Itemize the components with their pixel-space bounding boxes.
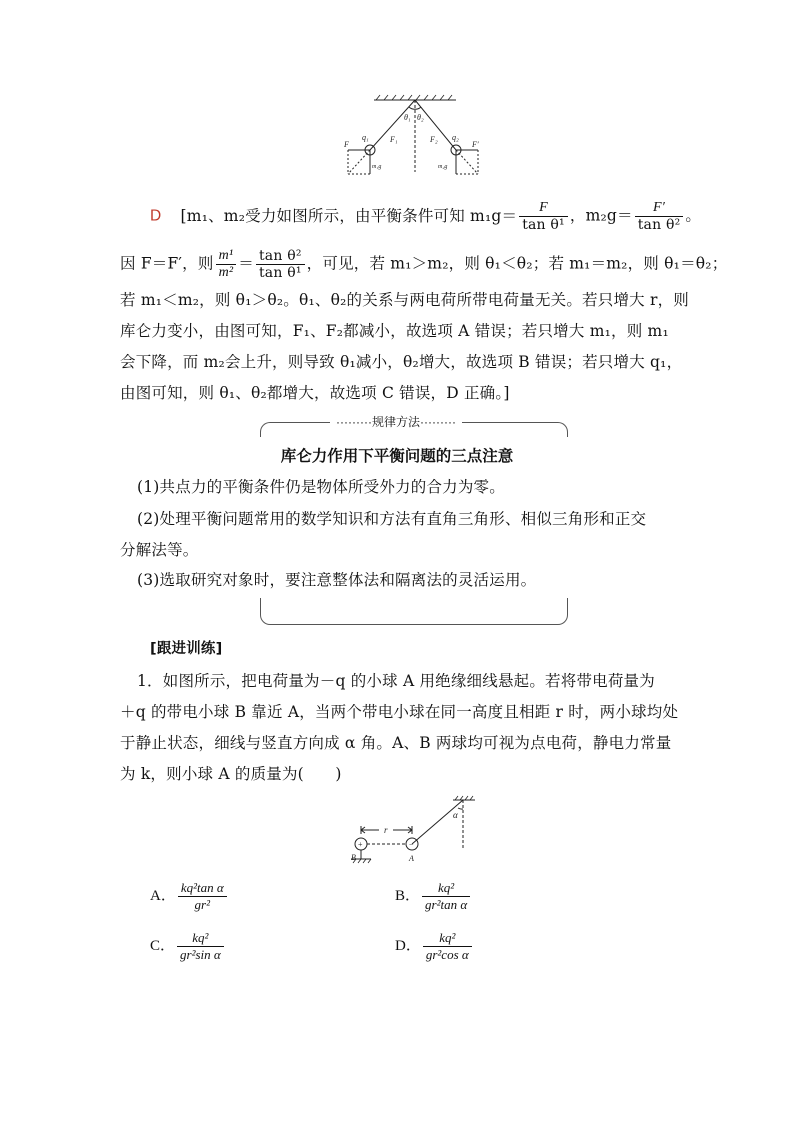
solution-line-3: 若 m₁＜m₂，则 θ₁＞θ₂。θ₁、θ₂的关系与两电荷所带电荷量无关。若只增大 r，则 (120, 291, 689, 309)
option-d[interactable] (395, 930, 474, 963)
option-c[interactable] (150, 930, 226, 963)
frac-den: tan θ² (637, 217, 681, 233)
method-point-2-cont: 分解法等。 (120, 541, 199, 559)
label-F2: F₂ (430, 135, 438, 144)
label-F1: F₁ (390, 135, 398, 144)
label-m1g: m₁g (372, 164, 382, 170)
label-theta2: θ₂ (417, 113, 424, 122)
frac-num: F′ (635, 200, 684, 217)
option-label: C． (150, 937, 176, 954)
fraction-3 (216, 248, 237, 281)
frac-den: gr²cos α (425, 947, 469, 962)
method-point-1: (1)共点力的平衡条件仍是物体所受外力的合力为零。 (137, 478, 505, 496)
solution-line-4: 库仑力变小，由图可知，F₁、F₂都减小，故选项 A 错误；若只增大 m₁，则 m₁ (120, 322, 669, 340)
solution-line-6: 由图可知，则 θ₁、θ₂都增大，故选项 C 错误，D 正确。] (120, 384, 510, 402)
label-plus: + (358, 840, 363, 849)
label-alpha: α (453, 810, 458, 820)
fraction-4 (256, 248, 305, 281)
frac-num: F (519, 200, 568, 217)
label-q2: q₂ (452, 133, 459, 142)
question-line-3: 于静止状态，细线与竖直方向成 α 角。A、B 两球均可视为点电荷，静电力常量 (120, 734, 672, 752)
frac-den: gr²sin α (180, 947, 221, 962)
method-box-bottom (260, 598, 568, 625)
question-line-1: 1．如图所示，把电荷量为－q 的小球 A 用绝缘细线悬起。若将带电荷量为 (137, 672, 655, 690)
option-fraction (177, 930, 224, 963)
label-q1: q₁ (362, 133, 369, 142)
method-point-2: (2)处理平衡问题常用的数学知识和方法有直角三角形、相似三角形和正交 (137, 510, 647, 528)
label-A: A (409, 854, 414, 863)
frac-num: kq²tan α (178, 880, 227, 897)
question-line-4: 为 k，则小球 A 的质量为( ) (120, 765, 342, 783)
fraction-2 (635, 200, 684, 233)
label-minus: − (409, 840, 414, 849)
label-Fp: F′ (472, 140, 479, 149)
solution-line-1 (150, 200, 701, 233)
label-F: F (344, 140, 349, 149)
solution-text: ，m₂g＝ (569, 206, 633, 225)
solution-line-2 (120, 248, 727, 281)
option-fraction (423, 930, 472, 963)
option-label: B． (395, 887, 421, 904)
frac-den: tan θ¹ (522, 217, 565, 233)
frac-den: gr²tan α (425, 897, 468, 912)
question-line-2: ＋q 的带电小球 B 靠近 A，当两个带电小球在同一高度且相距 r 时，两小球均处 (120, 703, 679, 721)
frac-den: m² (218, 265, 234, 280)
method-tag: ·········规律方法········· (330, 413, 462, 430)
training-title: [跟进训练] (150, 641, 223, 657)
figure-two-pendulums (330, 92, 490, 182)
method-point-3: (3)选取研究对象时，要注意整体法和隔离法的灵活运用。 (137, 571, 537, 589)
option-label: D． (395, 937, 421, 954)
solution-text: 因 F＝F′，则 (120, 254, 214, 273)
frac-num: kq² (177, 930, 224, 947)
method-tag-text: 规律方法 (371, 415, 420, 429)
frac-num: tan θ² (256, 248, 305, 265)
solution-text: [m₁、m₂受力如图所示，由平衡条件可知 m₁g＝ (180, 206, 518, 225)
option-a[interactable] (150, 880, 229, 913)
option-b[interactable] (395, 880, 472, 913)
method-title: 库仑力作用下平衡问题的三点注意 (280, 447, 514, 465)
label-m2g: m₂g (438, 164, 448, 170)
option-fraction (178, 880, 227, 913)
frac-num: kq² (422, 880, 470, 897)
fraction-1 (519, 200, 568, 233)
solution-text: 。 (685, 206, 702, 225)
solution-text: ＝ (238, 254, 254, 273)
option-fraction (422, 880, 470, 913)
answer-letter: D (150, 207, 162, 225)
solution-text: ，可见，若 m₁＞m₂，则 θ₁＜θ₂；若 m₁＝m₂，则 θ₁＝θ₂； (306, 254, 728, 273)
solution-line-5: 会下降，而 m₂会上升，则导致 θ₁减小，θ₂增大，故选项 B 错误；若只增大 q₁， (120, 353, 683, 371)
label-theta1: θ₁ (404, 113, 411, 122)
label-r: r (384, 825, 388, 835)
label-B: B (351, 853, 356, 862)
frac-num: kq² (423, 930, 472, 947)
figure-charged-balls (345, 792, 485, 864)
frac-den: gr² (194, 897, 210, 912)
frac-den: tan θ¹ (258, 265, 302, 281)
frac-num: m¹ (216, 248, 237, 265)
option-label: A． (150, 887, 176, 904)
